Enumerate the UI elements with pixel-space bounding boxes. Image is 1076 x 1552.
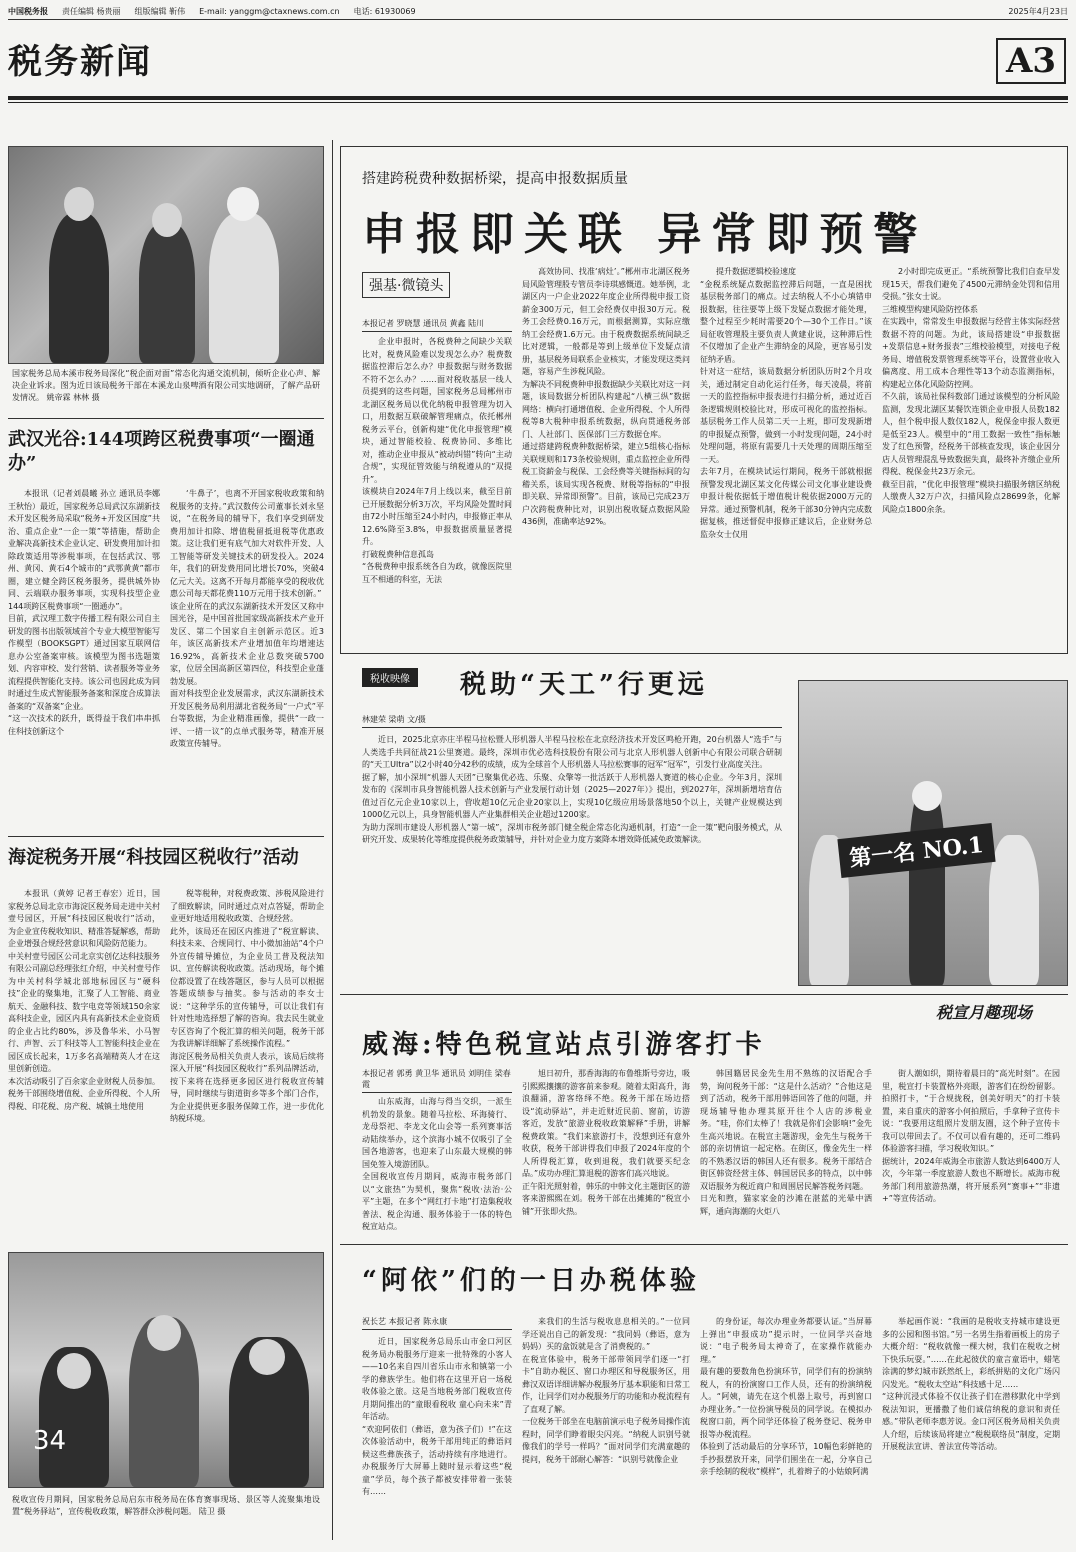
feature-weihai-col-c — [700, 1068, 872, 1236]
divider — [340, 1244, 1068, 1245]
feature-declaration-col-d — [882, 266, 1060, 648]
feature-ayi-col-c — [700, 1316, 872, 1540]
feature-weihai-text-d: 街人潮如织，期待着晨日的“高光时刻”。在园里，税宣打卡装置格外亮眼，游客们在纷纷留影。拍照打卡，“于合规拢税，创美好明天”的打卡装置，来自重庆的游客小何拍照后，手拿种子宣传卡说：“我要用这组照片发朋友圈，这个种子宣传卡我可以带回去了。不仅可以看有趣的，还可二维码体验游客扫描，学习税收知识。” 据统计，2024年威海全市旅游人数达到6400万人次，今年第一季度旅游人数也不断增长。威海市税务部门利用旅游热潮，将开展系列“赛事+”“非遗+”等宣传活动。 — [882, 1069, 1060, 1203]
feature-ayi-col-b — [522, 1316, 690, 1540]
feature-declaration-text-d: 2小时即完成更正。“系统预警比我们自查早发现15天，帮我们避免了4500元滞纳金处罚和信用受损。”张女士说。 三维模型构建风险防控体系 在实践中，常常发生申报数据与经营主体实际经营数据不符的问题。为此，该局搭建设“申报数据+发票信息+财务报表”三维校验模型，对接电子税务局、增值税发票管理系统等平台，设置营业收入偏离度、用工成本合理性等13个动态监测指标，构建起立体化风险防控网。 不久前，该局社保科数部门通过该模型的分析风险监测，发现北湖区某餐饮连锁企业申报人员数182人，但个税申报人数仅182人，税保金申报人数更是低至23人。模型中的“用工数据一致性”指标触发了红色预警，经税务干部核查发现，该企业因分店人员管理混乱导致数据失真，最终补齐缴企业所得税、税保金共23万余元。 截至目前，“优化申报管理”模块扫描服务辖区纳税人缴费人32万户次，扫描风险点28699条，化解风险点1800余条。 — [882, 267, 1060, 514]
feature-weihai-headline: 威海:特色税宣站点引游客打卡 — [362, 1030, 766, 1060]
masthead-bar — [8, 4, 1068, 20]
feature-weihai-col-d — [882, 1068, 1060, 1236]
layout-editor: 组版编辑 靳伟 — [134, 7, 186, 16]
issue-date: 2025年4月23日 — [1008, 7, 1068, 16]
divider — [340, 994, 1068, 995]
feature-weihai-text-b: 旭日初升，那香海海的布鲁维斯号旁边，吸引熙熙攘攘的游客前来参观。随着太阳高升，海浪翻涌，游客络绎不绝。税务干部在场边搭设“流动驿站”，并走近财近民前、窗前，访游客近，发放“旅游业税收政策解释”手册，讲解税费政策。“我们来旅游打卡，没想到还有意外收获，税务干部讲得我们申报了2024年度的个人所得税汇算，收到退税，我们就要买纪念品。”成功办理汇算退税的游客们高兴地说。 正午阳光照射着，韩乐的中韩文化主题街区的游客来游熙熙在刘。税务干部在出摊摊的“税宣小铺”开张即火热。 — [522, 1069, 690, 1216]
responsible-editor: 责任编辑 杨贵丽 — [62, 7, 121, 16]
feature-weihai-byline: 本报记者 郭勇 黄卫华 通讯员 刘明佳 梁春霞 — [362, 1068, 512, 1093]
feature-declaration-text-a: 企业申报时，各税费种之间缺少关联比对，税费风险难以发现怎么办？税费数据监控滞后怎么办？申报数据与财务数据不符不怎么办？……面对税收基层一线人员提到的这些问题，国家税务总局郴州市北湖区税务局以优化纳税申报管理为切入口，用数据互联破解管理痛点，依托郴州税务云平台，创新构建“优化申报管理”模块，通过智能校验、税费协同、多维比对，推动企业申报从“被动纠错”转向“主动合规”，实现征管效能与纳税遵从的“双提升”。 该模块自2024年7月上线以来，截至目前已开展数据分析3万次，平均风险处置时间由72小时压缩至24小时内，申报修正率从12.6%降至3.8%，申报数据质量显著提升。 打破税费种信息孤岛 “各税费种申报系统各自为政，就像医院里互不相通的科室，无法 — [362, 337, 512, 584]
photo-benxi-visit — [8, 146, 324, 364]
story-wuhan-col-b — [170, 488, 324, 828]
section-title: 税务新闻 — [8, 42, 152, 82]
feature-tiangong-byline: 林建荣 梁萌 文/摄 — [362, 714, 782, 728]
feature-declaration-byline: 本报记者 罗晓慧 通讯员 黄鑫 陆川 — [362, 318, 512, 332]
paper-name: 中国税务报 — [8, 7, 48, 16]
story-wuhan-col-a — [8, 488, 160, 828]
header-rule-thin — [8, 102, 1068, 103]
feature-declaration-col-a — [362, 336, 512, 648]
story-haidian-text-a: 本报讯（黄婷 记者王春宏）近日，国家税务总局北京市海淀区税务局走进中关村壹号园区，开展“科技园区税收行”活动，为企业宣传税收知识、精准答疑解惑，帮助企业增强合规经营意识和风险防范能力。 中关村壹号园区公司北京实创亿达科技服务有限公司副总经理张红介绍，中关村壹号作为中关村科学城北部地标园区与“硬科技”企业的聚集地，汇聚了人工智能、商业航天、金融科技、数字电竞等领域150余家高科技企业，园区内具有高新技术企业资质的企业占比约80%，涉及鲁华米、小马智行、声智、云丁科技等人工智能科技企业在园区成长起来，1万多名高端精英人才在这里创新创造。 本次活动吸引了百余家企业财税人员参加。税务干部围绕增值税、企业所得税、个人所得税、印花税、房产税、城镇土地使用 — [8, 889, 160, 1111]
column-divider — [332, 140, 333, 1540]
feature-ayi-col-a — [362, 1336, 512, 1540]
feature-ayi-col-d — [882, 1316, 1060, 1540]
feature-ayi-text-b: 来我们的生活与税收息息相关的。”一位同学还说出自己的新发现：“我同妈（彝语，意为妈妈）买的盒饭就是含了消费税的。” 在税宣体验中，税务干部带领同学们逐一“打卡”自助办税区、窗口办理区和导税服务区，用彝汉双语详细讲解办税服务厅基本职能和日常工作，让同学们对办税服务厅的功能和办税流程有了直观了解。 一位税务干部坐在电脑前演示电子税务局操作流程时，同学们睁着眼尖闪亮。“纳税人识别号就像我们的学号一样吗？”面对同学们充满童趣的提问，税务干部耐心解答：“识别号就像企业 — [522, 1317, 690, 1464]
photo-number-label: 34 — [33, 1426, 67, 1456]
column-tag-tax-month: 税宣月趣现场 — [936, 1003, 1033, 1022]
feature-weihai-col-a — [362, 1096, 512, 1236]
divider — [8, 418, 324, 419]
story-haidian-headline: 海淀税务开展“科技园区税收行”活动 — [8, 847, 299, 868]
feature-weihai-col-b — [522, 1068, 690, 1236]
feature-tiangong-body — [362, 734, 782, 986]
feature-tiangong-headline: 税助“天工”行更远 — [460, 670, 708, 700]
contact-phone: 电话: 61930069 — [353, 7, 416, 16]
feature-declaration-headline: 申报即关联 异常即预警 — [362, 209, 928, 260]
story-haidian-col-a — [8, 888, 160, 1238]
feature-declaration-col-b — [522, 266, 690, 648]
feature-ayi-text-c: 的身份证，每次办理业务都要认证。”当屏幕上弹出“申报成功”提示时，一位同学兴奋地说：“电子税务局太神奇了，在家操作就能办理。” 最有趣的要数角色扮演环节，同学们有的扮演纳税人，有的扮演窗口工作人员，还有的扮演纳税人。“阿姨，请先在这个机器上取号，再到窗口办理业务。”一位扮演导税员的同学说。在模拟办税窗口前，两个同学还体验了税务登记、税务申报等办税流程。 体验到了活动最后的分享环节，10幅色彩鲜艳的手抄报摆放开来，同学们围坐在一起，分享自己亲手绘制的税收“模样”，扎着辫子的小姑娘阿满 — [700, 1317, 872, 1476]
feature-declaration-col-c — [700, 266, 872, 648]
feature-weihai-text-c: 韩国籍居民金先生用不熟练的汉语配合手势，询问税务干部：“这是什么活动？”合他这是到了活动，税务干部用韩语回答了他的问题，并现场辅导他办理其原开往个人店的涉税业务。“哇，你们太棒了！我就是你们会影响!”金先生高兴地说。在税宣主题游现，金先生与税务干部的亲切情谊一起定格。在街区，像金先生一样的不熟悉汉语的韩国人还有很多。税务干部结合街区韩资经营主体、韩国居民多的特点，以中韩双语服务为税近商户和周围居民解答税务问题。 日光和煦，猫家家金的沙滩在湛蓝的光晕中洒辉，通向海潮的火炬八 — [700, 1069, 872, 1216]
contact-email[interactable]: E-mail: yanggm@ctaxnews.com.cn — [199, 7, 340, 16]
feature-declaration-text-b: 高效协同、找准‘病灶’。”郴州市北湖区税务局风险管理股专管员李诗琪感慨道。她举例，北湖区内一户企业2022年度企业所得税申报工资薪金300万元，但工会经费仅申报30万元。税务工会经费0.16万元，而根据测算，实际应缴纳工会经费1.6万元。由于税费数据系统间缺乏比对逻辑，一般都是等到上级单位下发疑点清册，基层税务局联系企业核实，才能发现这类问题，容易产生涉税风险。 为解决不同税费种申报数据缺少关联比对这一问题，该局数据分析团队构建起“八横三纵”数据网络：横向打通增值税、企业所得税、个人所得税等8大税种申报系统数据，纵向贯通税务部门、人社部门、医保部门三方数据仓库。 通过搭建跨税费种数据桥梁，建立5组核心指标关联规则和173条校验规则，重点监控企业所得税工资薪金与税保、工会经费等关键指标间的勾稽关系，该局实现各税费、财税等指标的“申报即关联、异常即预警”。目前，该局已完成23万户次跨税费种比对，识别出税收疑点数据风险436例，准确率达92%。 — [522, 267, 690, 526]
divider — [8, 836, 324, 837]
photo-qidong-caption: 税收宣传月期间，国家税务总局启东市税务局在体育赛事现场、景区等人流聚集地设置“税务驿站”，宣传税收政策，解答群众涉税问题。 陆卫 摄 — [12, 1495, 320, 1516]
story-wuhan-headline: 武汉光谷:144项跨区税费事项“一圈通办” — [8, 429, 315, 474]
feature-ayi-text-a: 近日，国家税务总局乐山市金口河区税务局办税服务厅迎来一批特殊的小客人——10名来自四川省乐山市永和镇第一小学的彝族学生。他们将在这里开启一场税收体验之旅。这是当地税务部门税收宣传月期间推出的“童眼看税收 童心向未来”青年活动。 “欢迎阿依们（彝语，意为孩子们）!”在这次体验活动中，税务干部用纯正的彝语问候这些彝族孩子，活动持续有序地进行。办税服务厅大屏幕上随时显示着这些“税童”学员，每个孩子都被安排带着一张装有…… — [362, 1337, 512, 1496]
feature-ayi-text-d: 举起画作说：“我画的是税收支持城市建设更多的公园和图书馆。”另一名男生指着画板上的房子大概介绍：“税收就像一棵大树，我们在税收之树下快乐玩耍。”……在此起彼伏的童言童语中，蜡笔涂满的梦幻城市跃然纸上，彩纸拼贴的文化广场闪闪发光。“税收太空站”科技感十足…… “这种沉浸式体验不仅让孩子们在潜移默化中学到税法知识，更播撒了他们诚信纳税的意识和责任感。”带队老师李惠芳说。金口河区税务局相关负责人介绍，后续该局将建立“税税联络员”制度，定期开展税法宣讲、普法宣传等活动。 — [882, 1317, 1060, 1451]
column-tag-qiangji: 强基·微镜头 — [362, 272, 450, 298]
story-wuhan-text-b: ‘牛鼻子’，也离不开国家税收政策和纳税服务的支持。”武汉数传公司董事长刘永坚说，“在税务局的辅导下，我们享受到研发费用加计扣除、增值税留抵退税等优惠政策。这让我们更有底气加大对软件开发、人工智能等研发关键技术的研发投入。2024年，我们的研发费用同比增长70%，突破4亿元大关。这离不开每月都能享受的税收优惠公司每天都花费110万元用于技术创新。” 该企业所在的武汉东湖新技术开发区又称中国光谷，是中国首批国家级高新技术产业开发区、第二个国家自主创新示范区。近3年，该区高新技术产业增加值年均增速达16.92%，高新技术企业总数突破5700家，位居全国高新区第四位，科技型企业蓬勃发展。 面对科技型企业发展需求，武汉东湖新技术开发区税务局利用湖北省税务局“一户式”平台等数据，为企业精准画像，提供“一政一评、一措一议”的点单式服务等，精准开展政策宣传辅导。 — [170, 489, 324, 748]
finish-line-banner: 第一名 NO.1 — [837, 823, 995, 878]
feature-weihai-text-a: 山东威海，山海与得当交织，一派生机勃发的景象。随着马拉松、环海骑行、龙母祭祀、李龙文化山会等一系列赛事活动陆续举办，这个滨海小城不仅吸引了全国各地游客，也迎来了山东最大规模的韩国免签入境游团队。 全国税收宣传月期间，威海市税务部门以“文旅热”为契机，聚焦“税收·法治·公平”主题，在多个“网红打卡地”打造集税收普法、税企沟通、服务体验于一体的特色税宣站点。 — [362, 1097, 512, 1231]
photo-robot-marathon — [798, 680, 1068, 986]
feature-tiangong-text: 近日，2025北京亦庄半程马拉松暨人形机器人半程马拉松在北京经济技术开发区鸣枪开跑，20台机器人“选手”与人类选手共同征战21公里赛道。最终，深圳市优必选科技股份有限公司与北京人形机器人创新中心有限公司联合研制的“天工Ultra”以2小时40分42秒的成绩，成为全球首个人形机器人马拉松赛事的冠军“冠军”，引发行业高度关注。 据了解，加小深圳“机器人天团”已聚集优必选、乐聚、众擎等一批活跃于人形机器人赛道的核心企业。今年3月，深圳发布的《深圳市具身智能机器人技术创新与产业发展行动计划（2025—2027年）》提出，到2027年，深圳新增培育估值过百亿元企业10家以上，营收超10亿元企业20家以上，实现10亿级应用场景落地50个以上，关键产业规模达到1000亿元以上，具身智能机器人产业集群相关企业超过1200家。 为助力深圳市建设人形机器人“第一城”，深圳市税务部门健全税企常态化沟通机制，打造“一企一策”靶向服务模式，从研究开发、成果转化等维度提供税务政策辅导，并针对企业力度方案降本增效降低减免政策解读。 — [362, 735, 782, 844]
story-wuhan-text-a: 本报讯（记者刘晨曦 孙立 通讯员李娜 王秋怡）最近，国家税务总局武汉东湖新技术开发区税务局采取“税务+开发区国度”共治、重点企业“一企一策”等措施，帮助企业解决高新技术企业认定、研发费用加计扣除政策适用等涉税事项，在包括武汉、鄂州、黄冈、黄石4个城市的“武鄂黄黄”都市圈，建立健全跨区税务服务，提供城外协同、云端联办服务事项，实现科技型企业144项跨区税费事项“一圈通办”。 目前，武汉理工数字传播工程有限公司自主研发的图书出版领域首个专业大模型智能写作模型（BOOKSGPT）通过国家互联网信息办公室备案审核。该模型为图书选题策划、内容审校、发行营销、读者服务等业务流程提供智能化支持。该公司也因此成为同时通过生成式智能服务备案和深度合成算法备案的“双备案”企业。 “这一次技术的跃升，既得益于我们串串抓住科技创新这个 — [8, 489, 160, 736]
story-haidian-col-b — [170, 888, 324, 1238]
feature-declaration-text-c: 提升数据逻辑校验速度 “金税系统疑点数据监控滞后问题，一直是困扰基层税务部门的痛点。过去纳税人不小心填错申报数据，往往要等上级下发疑点数据才能处理，整个过程至少耗时需要20个—30个工作日。”该局征收管理股主要负责人黄建业说，这种滞后性不仅增加了企业产生滞纳金的风险，更容易引发征纳矛盾。 针对这一症结，该局数据分析团队历时2个月攻关，通过制定自动化运行任务，每天凌晨，将前一天的监控指标申报表进行扫描分析，通过近百条逻辑规则校验比对，形成可视化的监控指标。基层税务工作人员第二天一上班，即可发现新增的申报疑点预警，做到一小时发现问题，24小时处理问题，将原有需要几十天处理的周期压缩至一天。 去年7月，在模块试运行期间，税务干部就根据预警发现北湖区某文化传媒公司文化事业建设费申报计税依据低于增值税计税依据2000万元的异常。通过预警机制，税务干部30分钟内完成数据复核，推送督促申报修正建议后，企业财务总监杂女士仅用 — [700, 267, 872, 539]
header-rule — [8, 96, 1068, 100]
page-number: A3 — [996, 38, 1066, 84]
column-tag-tax-image: 税收映像 — [362, 668, 418, 687]
feature-declaration-kicker: 搭建跨税费种数据桥梁，提高申报数据质量 — [362, 171, 628, 187]
story-haidian-text-b: 税等税种，对税费政策、涉税风险进行了细致解读，同时通过点对点答疑，帮助企业更好地适用税收政策、合规经营。 此外，该局还在园区内推进了“税宣解读、科技未来、合规同行、中小微加油站”4个户外宣传辅导摊位，为企业员工普及税法知识、宣传解读税收政策。活动现场，每个摊位都设置了在线答题区，参与人员可以根据答题成绩参与抽奖。参与活动的李女士说：“这种学乐的宣传辅导，可以让我们有针对性地选择想了解的咨询。我去民生就业专区咨询了个税汇算的相关问题，税务干部为我讲解详细解了系统操作流程。” 海淀区税务局相关负责人表示，该局后续将深入开展“科技园区税收行”系列品牌活动，按下来将在选择更多园区进行税收宣传辅导，同时继续与街道街乡等多个部门合作，为企业提供更多服务保障工作，进一步优化纳税环境。 — [170, 889, 324, 1123]
feature-ayi-headline: “阿依”们的一日办税体验 — [362, 1266, 700, 1296]
photo-qidong-marathon — [8, 1252, 324, 1488]
photo-benxi-caption: 国家税务总局本溪市税务局深化“税企面对面”常态化沟通交流机制，倾听企业心声、解决企业诉求。图为近日该局税务干部在本溪龙山泉啤酒有限公司实地调研，了解产品研发情况。 姚帝霖 林林 摄 — [12, 369, 320, 402]
feature-ayi-byline: 祝长艺 本报记者 陈永康 — [362, 1316, 512, 1330]
